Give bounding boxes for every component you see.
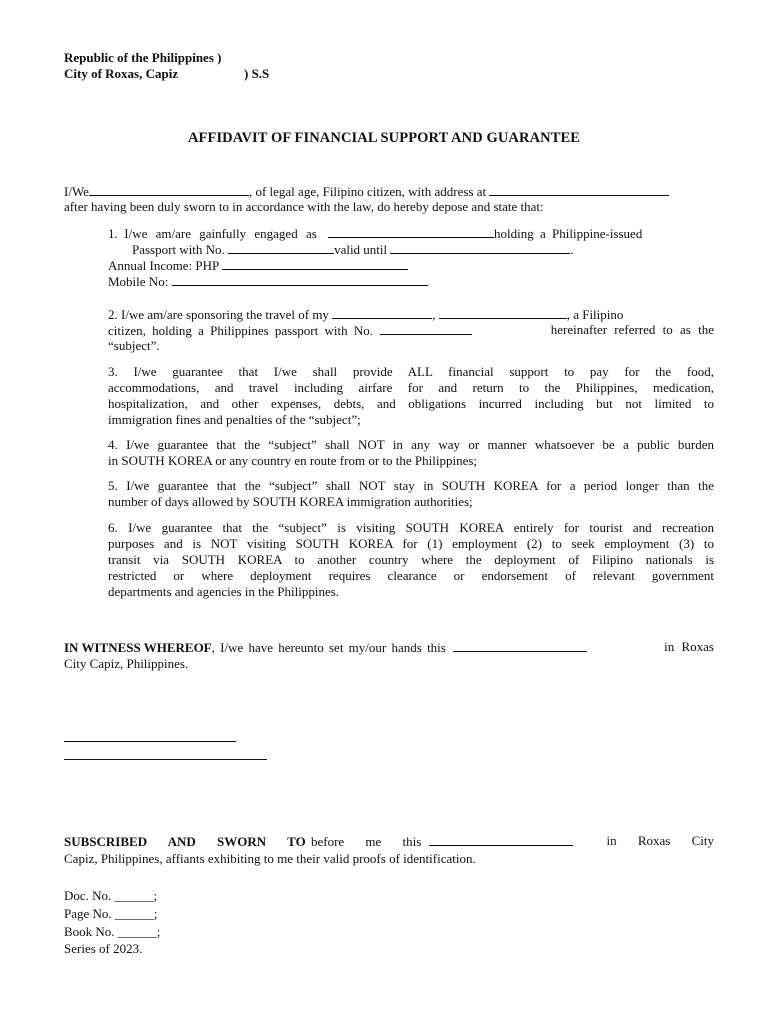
item6-line: restricted or where deployment requires clearance or endorsement of relevant government xyxy=(108,568,714,583)
item3-line: immigration fines and penalties of the “subject”; xyxy=(108,412,361,427)
item5-line: 5. I/we guarantee that the “subject” shall NOT stay in SOUTH KOREA for a period longer than the xyxy=(108,478,714,493)
header-city-label: City of Roxas, Capiz xyxy=(64,66,179,81)
header-republic xyxy=(64,50,221,66)
witness-text-a: , I/we have hereunto set my/our hands this xyxy=(211,640,446,655)
item6-line: purposes and is NOT visiting SOUTH KOREA for (1) employment (2) to seek employment (3) to xyxy=(108,536,714,551)
occupation-blank xyxy=(328,225,494,238)
item2-line2-a: citizen, holding a Philippines passport with No. xyxy=(108,323,373,338)
intro-mid: , of legal age, Filipino citizen, with address at xyxy=(248,184,487,199)
item4-line: 4. I/we guarantee that the “subject” shall NOT in any way or manner whatsoever be a public burden xyxy=(108,437,714,452)
item6-line: 6. I/we guarantee that the “subject” is visiting SOUTH KOREA entirely for tourist and recreation xyxy=(108,520,714,535)
mobile-row xyxy=(108,273,428,290)
witness-date-blank xyxy=(453,639,587,652)
relationship-blank xyxy=(332,306,432,319)
header-city xyxy=(64,66,270,82)
header-republic-paren: ) xyxy=(217,50,222,65)
income-blank xyxy=(222,257,408,270)
subscribed-text-a: before me this xyxy=(310,834,422,849)
subscribed-line-1 xyxy=(64,833,714,850)
mobile-label: Mobile No: xyxy=(108,274,169,289)
doc-no: Doc. No. ______; xyxy=(64,888,158,903)
intro-prefix: I/We xyxy=(64,184,89,199)
item1-period: . xyxy=(570,242,574,257)
item2-line-1 xyxy=(108,306,623,323)
item6-paragraph xyxy=(108,520,714,600)
witness-line-2: City Capiz, Philippines. xyxy=(64,656,189,671)
subscribed-text-b: in Roxas City xyxy=(606,833,714,848)
income-label: Annual Income: PHP xyxy=(108,258,219,273)
intro-line-2: after having been duly sworn to in accordance with the law, do hereby depose and state that: xyxy=(64,199,544,214)
item2-line-2 xyxy=(108,322,714,339)
item2-comma: , xyxy=(432,307,436,322)
series-year: Series of 2023. xyxy=(64,941,143,956)
header-republic-label: Republic of the Philippines xyxy=(64,50,214,65)
item5-paragraph xyxy=(108,478,714,510)
passport-label: Passport with No. xyxy=(132,242,225,257)
item1-part-a: I/we am/are gainfully engaged as xyxy=(124,226,317,241)
document-title: AFFIDAVIT OF FINANCIAL SUPPORT AND GUARANTEE xyxy=(187,130,581,146)
name-blank xyxy=(89,183,249,196)
subscribed-date-blank xyxy=(429,833,573,846)
intro-line-1 xyxy=(64,183,669,200)
witness-lead: IN WITNESS WHEREOF xyxy=(64,640,212,655)
item6-line: departments and agencies in the Philippines. xyxy=(108,584,340,599)
item2-line2-b: hereinafter referred to as the xyxy=(550,322,714,337)
book-no: Book No. ______; xyxy=(64,924,161,939)
item2-line-3: “subject”. xyxy=(108,338,160,353)
signature-line xyxy=(64,759,267,760)
witness-line-1 xyxy=(64,639,714,656)
item3-paragraph xyxy=(108,364,714,428)
item2-number: 2. xyxy=(108,307,118,322)
valid-until-blank xyxy=(390,241,570,254)
witness-text-b: in Roxas xyxy=(664,639,714,654)
passport-no-blank xyxy=(228,241,334,254)
sponsored-name-blank xyxy=(439,306,567,319)
item3-line: hospitalization, and other expenses, debts, and obligations incurred including but not limited to xyxy=(108,396,714,411)
subscribed-lead: SUBSCRIBED AND SWORN TO xyxy=(64,834,306,849)
subject-passport-blank xyxy=(380,322,472,335)
item4-line: in SOUTH KOREA or any country en route from or to the Philippines; xyxy=(108,453,478,468)
signature-line xyxy=(64,741,236,742)
item2-part-a: I/we am/are sponsoring the travel of my xyxy=(121,307,329,322)
item3-line: accommodations, and travel including airfare for and return to the Philippines, medication, xyxy=(108,380,714,395)
mobile-blank xyxy=(172,273,428,286)
header-city-paren: ) S.S xyxy=(244,66,270,81)
address-blank xyxy=(489,183,669,196)
item1-number: 1. xyxy=(108,226,118,241)
page-no: Page No. ______; xyxy=(64,906,158,921)
item6-line: transit via SOUTH KOREA to another country where the deployment of Filipino nationals is xyxy=(108,552,714,567)
item2-part-b: , a Filipino xyxy=(566,307,624,322)
income-row xyxy=(108,257,408,274)
item4-paragraph xyxy=(108,437,714,469)
item5-line: number of days allowed by SOUTH KOREA immigration authorities; xyxy=(108,494,473,509)
subscribed-line-2: Capiz, Philippines, affiants exhibiting to me their valid proofs of identification. xyxy=(64,851,476,866)
item1-line-1 xyxy=(108,225,714,242)
valid-until-label: valid until xyxy=(334,242,388,257)
item3-line: 3. I/we guarantee that I/we shall provide ALL financial support to pay for the food, xyxy=(108,364,714,379)
item1-line-2 xyxy=(132,241,574,258)
item1-part-b: holding a Philippine-issued xyxy=(494,226,643,241)
